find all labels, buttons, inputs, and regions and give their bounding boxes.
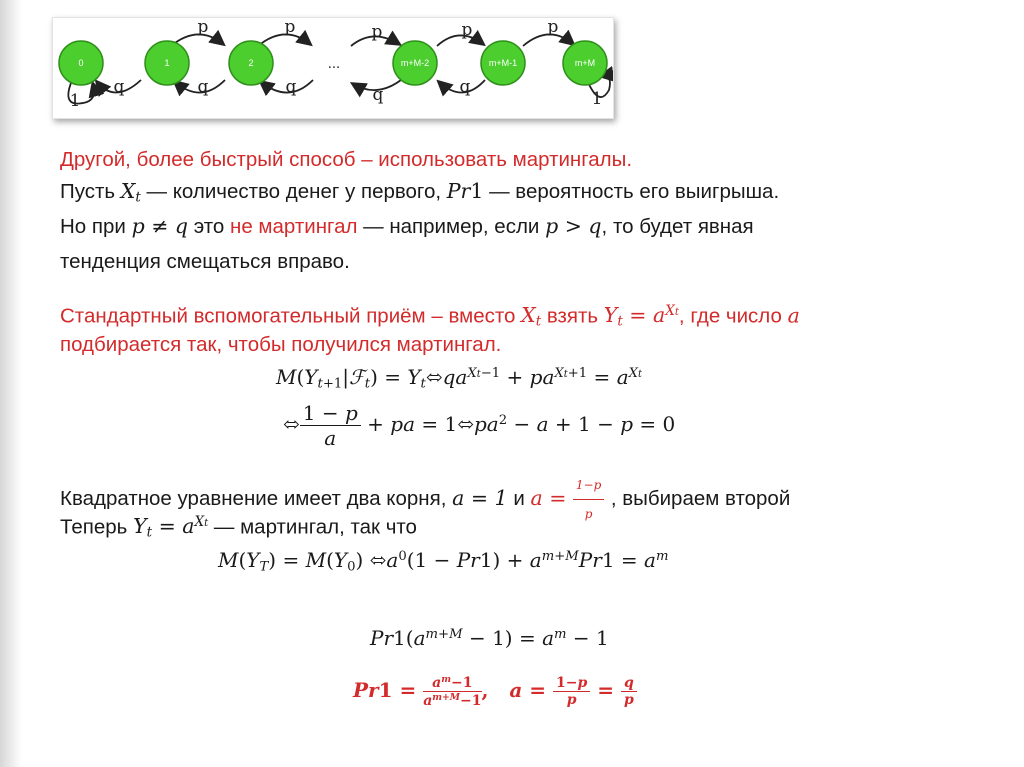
text-fragment: это xyxy=(193,215,225,238)
node-label: m+M-1 xyxy=(488,58,518,68)
text-fragment: Квадратное уравнение имеет два корня, xyxy=(60,487,447,510)
text-line xyxy=(60,297,800,336)
fraction: $\frac{q}{p}$ xyxy=(621,675,637,708)
text-fragment: , выбираем второй xyxy=(610,487,791,510)
edge-label-q: q xyxy=(372,85,384,105)
text-fragment: Пусть xyxy=(60,180,116,203)
edge-label-p: p xyxy=(547,18,559,37)
text-line xyxy=(60,508,417,547)
text-line: тенденция смещаться вправо. xyxy=(60,250,350,273)
math-X-t: $X_t$ xyxy=(120,179,141,206)
formula-quadratic: ⬄ $\frac{1 - p}{a}$ + pa = $1⬄pa^2 - a + 1 - p = 0$ xyxy=(283,401,676,450)
math-p-neq-q: p ≠ q xyxy=(131,214,189,238)
text-fragment: Но при xyxy=(60,215,126,238)
text-fragment: , где число xyxy=(678,304,782,328)
math-X-t: $X_t$ xyxy=(521,303,542,330)
formula-martingale-condition: $M(Y_{t+1}|ℱ_t)$ = $Y_t⬄qa^{Xt-1} + pa^{Xt+1} = a^{Xt}$ xyxy=(276,365,642,392)
formula-final-answer: Pr1 = $\frac{a^m-1}{a^{m+M}-1}$ , a = $\frac{1-p}{p}$ = $\frac{q}{p}$ xyxy=(353,674,637,709)
text-line: Другой, более быстрый способ – использовать мартингалы. xyxy=(60,148,633,171)
math-Y-t-eq-a-Xt: $Y_t = a^{Xt}$ xyxy=(603,303,679,330)
loop-label: 1 xyxy=(591,89,603,109)
text-fragment: Стандартный вспомогательный приём – вместо xyxy=(60,304,516,328)
text-line xyxy=(60,212,754,241)
slide-edge xyxy=(0,0,22,767)
edge-label-q: q xyxy=(113,77,125,97)
edge-label-q: q xyxy=(285,77,297,97)
math-Y-t-eq-a-Xt: $Y_t = a^{Xt}$ xyxy=(133,514,209,541)
text-line xyxy=(60,177,779,211)
edge-label-q: q xyxy=(197,77,209,97)
text-fragment: — вероятность его выигрыша. xyxy=(489,180,780,203)
node-label: m+M xyxy=(574,58,596,68)
edge-label-p: p xyxy=(461,20,473,40)
text-fragment: взять xyxy=(546,304,599,328)
fraction: $\frac{1-p}{p}$ xyxy=(573,471,604,528)
diagram-svg xyxy=(53,18,613,118)
ellipsis: ... xyxy=(327,57,341,72)
fraction: $\frac{1-p}{p}$ xyxy=(553,675,590,708)
node-label: 0 xyxy=(78,58,84,68)
math-a-eq-1: a = 1 xyxy=(452,486,508,510)
node-label: 2 xyxy=(248,58,254,68)
text-fragment: — мартингал, так что xyxy=(213,515,417,539)
text-fragment: Теперь xyxy=(60,515,128,539)
edge-label-p: p xyxy=(371,22,383,42)
formula-pr1-equation: $Pr1(a^{m+M} - 1) = a^m - 1$ xyxy=(370,626,609,650)
math-a-eq-frac: a = $\frac{1-p}{p}$ xyxy=(530,486,610,510)
loop-label: 1 xyxy=(69,91,81,111)
formula-optional-stopping: $M(Y_T) = M(Y_0)$ $⬄a^0(1 - Pr1) + a^{m+M}Pr1 = a^m$ xyxy=(218,548,669,575)
highlight-not-martingale: не мартингал xyxy=(230,215,358,238)
edge-label-p: p xyxy=(197,18,209,37)
text-line: подбирается так, чтобы получился мартингал. xyxy=(60,333,502,356)
edge-label-q: q xyxy=(459,77,471,97)
markov-chain-diagram xyxy=(52,17,614,119)
text-fragment: , то будет явная xyxy=(601,215,754,238)
math-Pr1: Pr xyxy=(446,179,471,203)
math-one: 1 xyxy=(470,179,484,203)
text-fragment: и xyxy=(513,487,525,510)
fraction: $\frac{a^m-1}{a^{m+M}-1}$ xyxy=(423,674,482,710)
edge-label-p: p xyxy=(284,18,296,37)
fraction: $\frac{1 - p}{a}$ xyxy=(300,401,361,450)
math-p-gt-q: p > q xyxy=(545,214,602,238)
arrow-p-4 xyxy=(437,35,483,46)
text-fragment: — например, если xyxy=(363,215,540,238)
text-fragment: — количество денег у первого, xyxy=(146,180,442,203)
node-label: 1 xyxy=(164,58,170,68)
math-a: a xyxy=(787,303,800,328)
node-label: m+M-2 xyxy=(400,58,430,68)
